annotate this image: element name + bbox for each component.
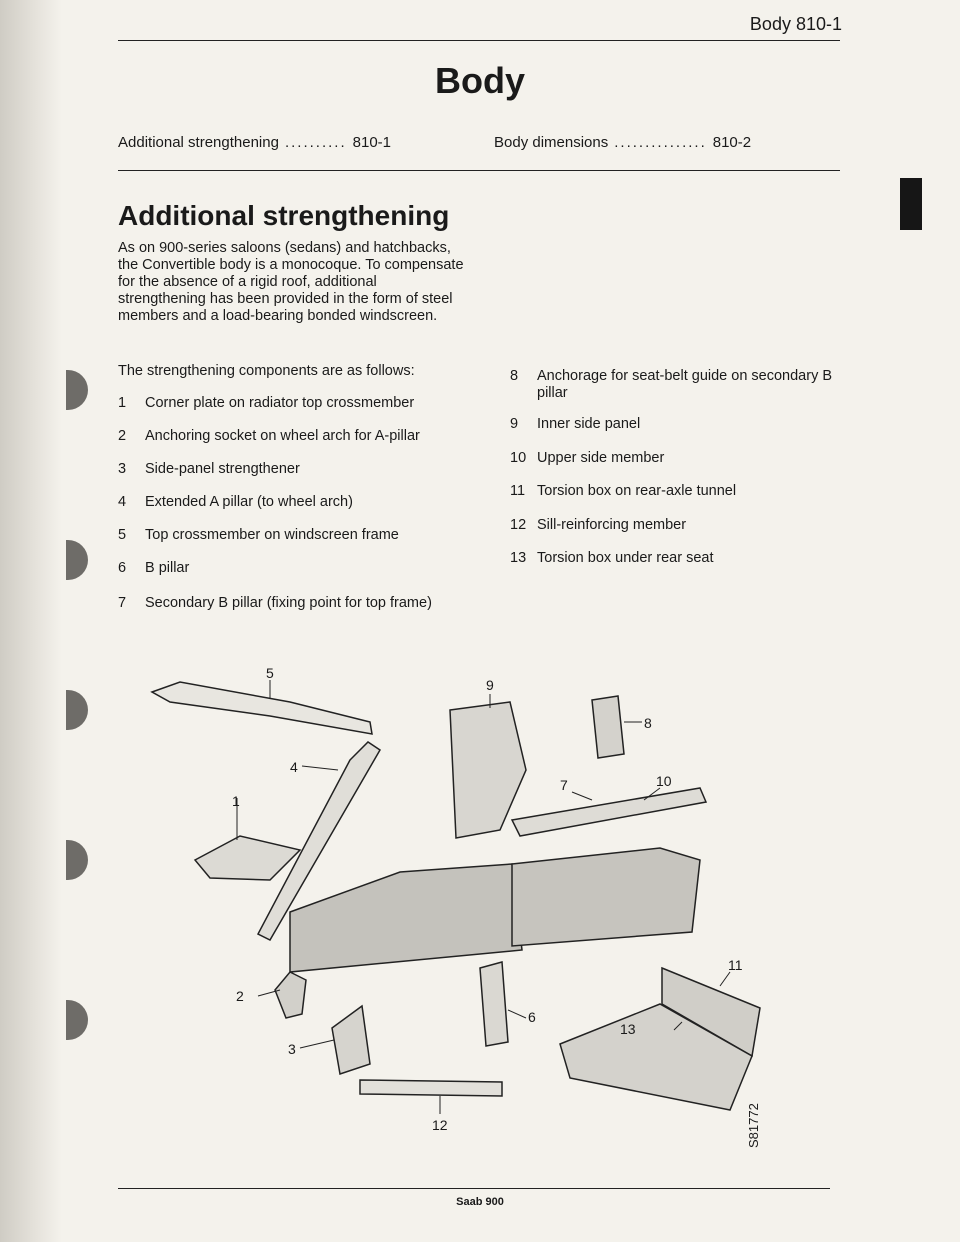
item-text: Upper side member [537,450,665,466]
intro-paragraph: As on 900-series saloons (sedans) and hatchbacks, the Convertible body is a monocoque. To compensate for the absence of a rigid roof, additional strengthening has been provided in the form of steel members and a load-bearing bonded windscreen. [118,240,464,324]
binder-hole [66,840,88,880]
header-rule [118,40,840,41]
toc-page: 810-1 [352,134,392,151]
anchoring-socket-shape [275,972,306,1018]
item-number: 13 [510,550,527,566]
front-structure-shape [290,864,522,972]
callout-label: 1 [232,793,240,809]
toc-label: Additional strengthening [118,134,279,151]
list-item [118,595,468,612]
callout-label: 13 [620,1021,636,1037]
list-item [118,494,353,511]
item-number: 3 [118,461,127,477]
components-lead: The strengthening components are as follows: [118,363,415,379]
item-text: B pillar [145,560,190,576]
callout-label: 9 [486,677,494,693]
list-item [510,450,664,467]
list-item [118,527,399,544]
list-item [510,416,640,433]
body-strengthening-diagram [140,650,800,1140]
callout-label: 4 [290,759,298,775]
item-text: Sill-reinforcing member [537,517,687,533]
figure-code: S81772 [746,1103,761,1148]
toc-rule [118,170,840,171]
item-text: Anchoring socket on wheel arch for A-pillar [145,428,420,444]
toc-dots: ............... [614,134,707,151]
item-number: 8 [510,368,519,384]
callout-label: 3 [288,1041,296,1057]
item-text: Secondary B pillar (fixing point for top frame) [145,595,432,611]
callout-label: 5 [266,665,274,681]
top-crossmember-shape [152,682,372,734]
binder-hole [66,1000,88,1040]
toc-dots: .......... [284,134,347,151]
callout-label: 11 [728,957,743,973]
item-number: 2 [118,428,127,444]
binder-hole [66,540,88,580]
section-title: Additional strengthening [118,200,450,231]
section-tab-marker [900,178,922,230]
page-header: Body 810-1 [749,14,842,34]
footer-rule [118,1188,830,1189]
item-number: 11 [510,483,526,499]
binder-hole [66,690,88,730]
callout-label: 6 [528,1009,536,1025]
item-text: Torsion box under rear seat [537,550,714,566]
item-text: Corner plate on radiator top crossmember [145,395,415,411]
item-text: Torsion box on rear-axle tunnel [537,483,737,499]
list-item [510,517,686,534]
rear-structure-shape [512,848,700,946]
callout-label: 7 [560,777,568,793]
item-number: 9 [510,416,519,432]
toc-label: Body dimensions [494,134,609,151]
inner-side-panel-shape [450,702,526,838]
item-text: Top crossmember on windscreen frame [145,527,399,543]
list-item [510,550,714,567]
toc-entry[interactable] [494,134,751,151]
item-number: 6 [118,560,127,576]
list-item [118,560,189,577]
item-text: Side-panel strengthener [145,461,300,477]
list-item [118,461,300,478]
list-item [118,395,414,412]
toc-entry[interactable] [118,134,391,151]
callout-label: 10 [656,773,672,789]
toc-page: 810-2 [712,134,752,151]
corner-plate-shape [195,836,300,880]
item-number: 1 [118,395,127,411]
binder-hole [66,370,88,410]
callout-label: 12 [432,1117,448,1133]
sill-member-shape [360,1080,502,1096]
page-edge [0,0,62,1242]
side-panel-strengthener-shape [332,1006,370,1074]
list-item [510,483,736,500]
secondary-b-pillar-shape [592,696,624,758]
callout-label: 2 [236,988,244,1004]
item-text: Inner side panel [537,416,641,432]
callout-label: 8 [644,715,652,731]
page-title: Body [435,60,525,101]
item-number: 10 [510,450,527,466]
item-number: 7 [118,595,127,611]
upper-side-member-shape [512,788,706,836]
page-footer: Saab 900 [456,1196,504,1208]
b-pillar-shape [480,962,508,1046]
item-number: 5 [118,527,127,543]
item-number: 12 [510,517,527,533]
list-item [510,368,840,402]
list-item [118,428,420,445]
item-number: 4 [118,494,127,510]
item-text: Extended A pillar (to wheel arch) [145,494,353,510]
item-text: Anchorage for seat-belt guide on secondary B pillar [537,368,833,401]
